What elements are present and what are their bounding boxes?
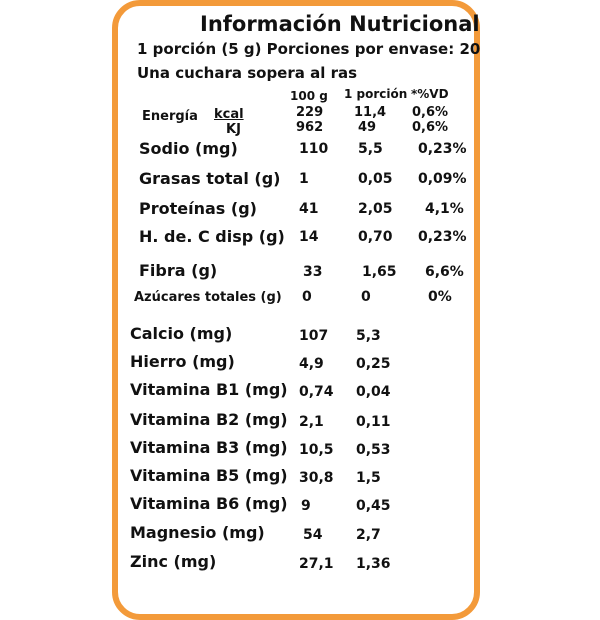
nutrient-value-vd: 4,1% <box>425 201 464 217</box>
energy-kcal-100g: 229 <box>296 105 324 120</box>
energy-kcal-portion: 11,4 <box>354 105 387 120</box>
mineral-value-100g: 27,1 <box>299 556 334 572</box>
mineral-value-portion: 0,11 <box>356 414 391 430</box>
mineral-name: Vitamina B3 (mg) <box>130 438 288 457</box>
mineral-name: Hierro (mg) <box>130 352 235 371</box>
energy-kj-portion: 49 <box>358 120 377 135</box>
nutrient-value-100g: 1 <box>299 171 309 187</box>
mineral-name: Calcio (mg) <box>130 324 233 343</box>
mineral-value-100g: 9 <box>301 498 311 514</box>
mineral-value-portion: 0,45 <box>356 498 391 514</box>
nutrient-value-100g: 33 <box>303 264 323 280</box>
nutrient-value-vd: 6,6% <box>425 264 464 280</box>
mineral-value-portion: 5,3 <box>356 328 381 344</box>
col-header-100g: 100 g <box>290 89 328 103</box>
mineral-value-100g: 10,5 <box>299 442 334 458</box>
mineral-name: Vitamina B5 (mg) <box>130 466 288 485</box>
nutrient-name: Fibra (g) <box>139 261 218 280</box>
nutrient-value-portion: 2,05 <box>358 201 393 217</box>
mineral-value-100g: 2,1 <box>299 414 324 430</box>
mineral-value-portion: 0,25 <box>356 356 391 372</box>
mineral-value-portion: 0,04 <box>356 384 391 400</box>
measure-line: Una cuchara sopera al ras <box>137 64 358 82</box>
energy-kj-100g: 962 <box>296 120 324 135</box>
mineral-value-portion: 0,53 <box>356 442 391 458</box>
mineral-value-100g: 4,9 <box>299 356 324 372</box>
mineral-value-portion: 2,7 <box>356 527 381 543</box>
mineral-name: Vitamina B6 (mg) <box>130 494 288 513</box>
mineral-name: Zinc (mg) <box>130 552 217 571</box>
nutrient-name: Grasas total (g) <box>139 169 281 188</box>
nutrient-name: Sodio (mg) <box>139 139 238 158</box>
nutrient-value-vd: 0,09% <box>418 171 467 187</box>
nutrient-value-vd: 0% <box>428 289 452 305</box>
mineral-name: Vitamina B1 (mg) <box>130 380 288 399</box>
energy-kcal-vd: 0,6% <box>412 105 449 120</box>
energy-label: Energía <box>142 109 198 124</box>
nutrient-value-portion: 1,65 <box>362 264 397 280</box>
nutrient-name: Proteínas (g) <box>139 199 257 218</box>
nutrient-value-vd: 0,23% <box>418 229 467 245</box>
mineral-name: Magnesio (mg) <box>130 523 265 542</box>
energy-unit-kcal: kcal <box>214 107 244 122</box>
nutrient-value-portion: 5,5 <box>358 141 383 157</box>
energy-unit-kj: KJ <box>226 122 241 137</box>
mineral-value-100g: 30,8 <box>299 470 334 486</box>
mineral-value-100g: 0,74 <box>299 384 334 400</box>
mineral-value-portion: 1,36 <box>356 556 391 572</box>
nutrient-value-portion: 0,70 <box>358 229 393 245</box>
nutrient-name: H. de. C disp (g) <box>139 227 285 246</box>
label-title: Información Nutricional <box>200 12 480 36</box>
serving-line: 1 porción (5 g) Porciones por envase: 20 <box>137 40 481 58</box>
mineral-value-portion: 1,5 <box>356 470 381 486</box>
col-header-portion: 1 porción <box>344 87 408 101</box>
nutrient-value-100g: 41 <box>299 201 319 217</box>
nutrient-value-vd: 0,23% <box>418 141 467 157</box>
nutrient-name: Azúcares totales (g) <box>134 290 282 305</box>
nutrient-value-100g: 110 <box>299 141 329 157</box>
mineral-value-100g: 54 <box>303 527 323 543</box>
nutrient-value-portion: 0 <box>361 289 371 305</box>
nutrient-value-portion: 0,05 <box>358 171 393 187</box>
col-header-vd: *%VD <box>411 87 449 101</box>
nutrient-value-100g: 14 <box>299 229 319 245</box>
energy-kj-vd: 0,6% <box>412 120 449 135</box>
mineral-value-100g: 107 <box>299 328 329 344</box>
mineral-name: Vitamina B2 (mg) <box>130 410 288 429</box>
nutrient-value-100g: 0 <box>302 289 312 305</box>
